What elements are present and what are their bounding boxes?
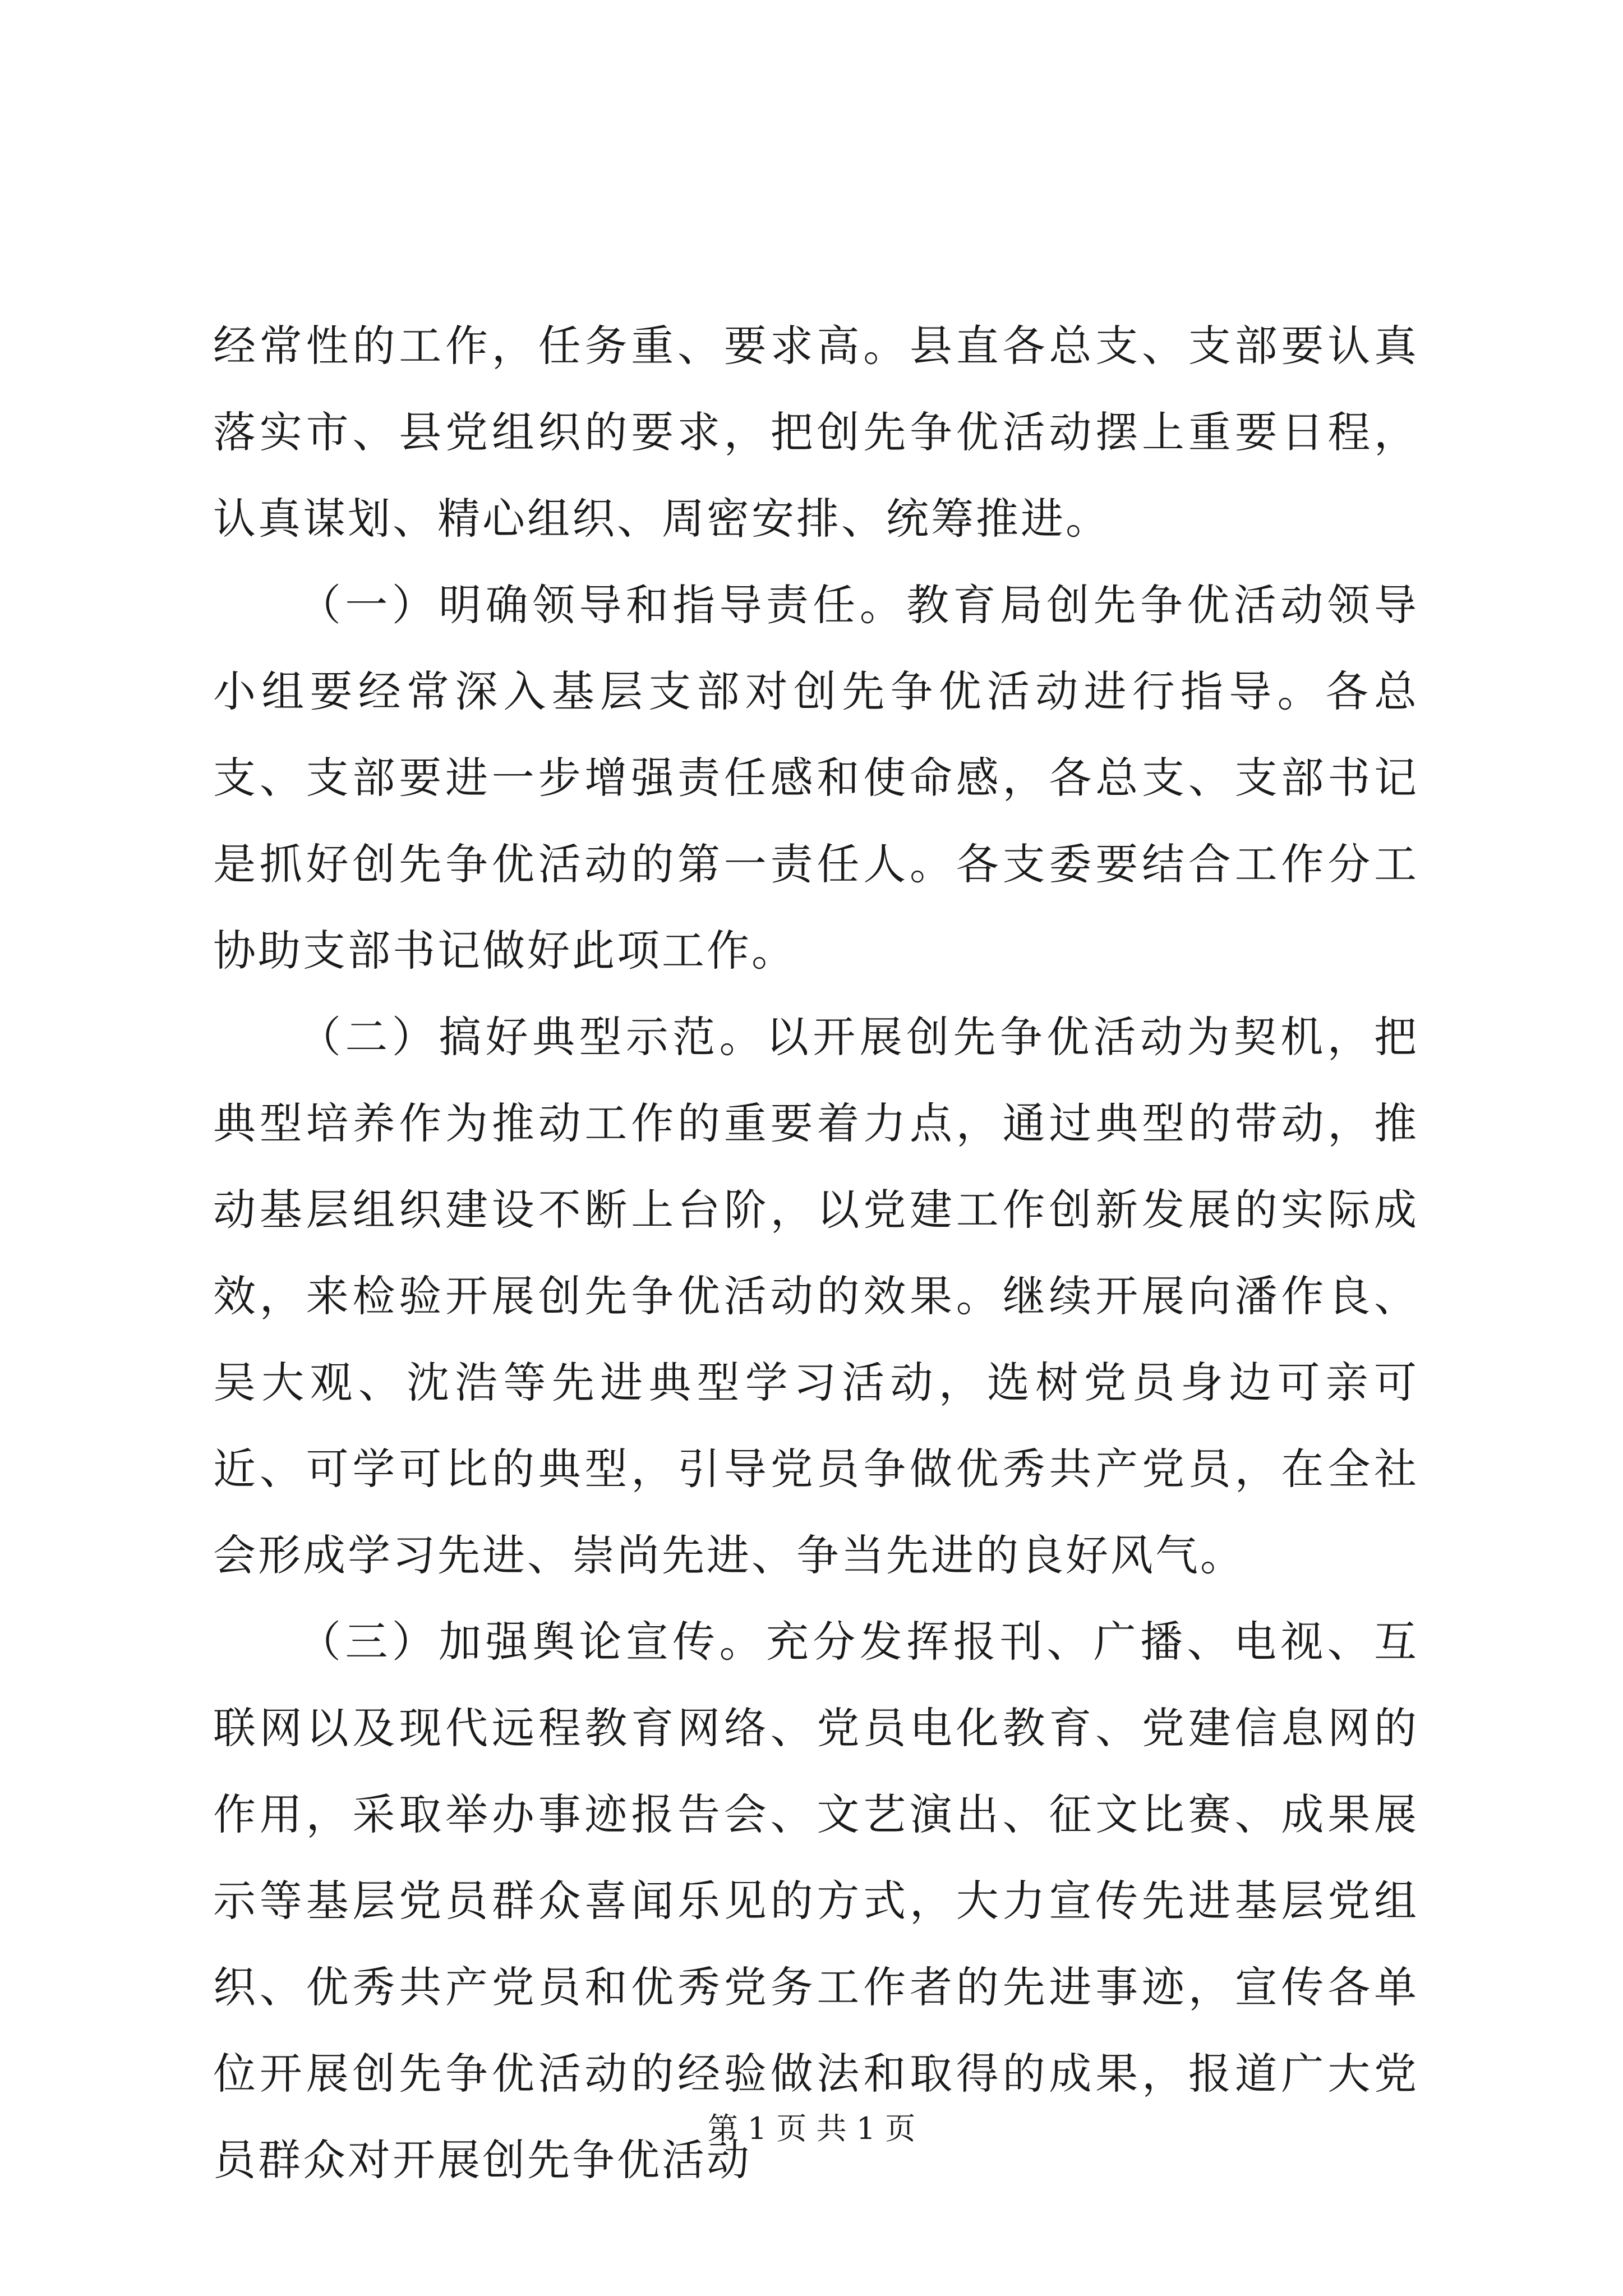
paragraph-1: 经常性的工作，任务重、要求高。县直各总支、支部要认真落实市、县党组织的要求，把创先争优活动摆上重要日程，认真谋划、精心组织、周密安排、统筹推进。 xyxy=(213,321,1419,544)
paragraph-4: （三）加强舆论宣传。充分发挥报刊、广播、电视、互联网以及现代远程教育网络、党员电化教育、党建信息网的作用，采取举办事迹报告会、文艺演出、征文比赛、成果展示等基层党员群众喜闻乐见的方式，大力宣传先进基层党组织、优秀共产党员和优秀党务工作者的先进事迹，宣传各单位开展创先争优活动的经验做法和取得的成果，报道广大党员群众对开展创先争优活动 xyxy=(213,1617,1419,2185)
page-number-footer: 第 1 页 共 1 页 xyxy=(707,2111,916,2146)
paragraph-2: （一）明确领导和指导责任。教育局创先争优活动领导小组要经常深入基层支部对创先争优活动进行指导。各总支、支部要进一步增强责任感和使命感，各总支、支部书记是抓好创先争优活动的第一责任人。各支委要结合工作分工协助支部书记做好此项工作。 xyxy=(213,580,1419,976)
document-body xyxy=(213,303,1419,2203)
paragraph-3: （二）搞好典型示范。以开展创先争优活动为契机，把典型培养作为推动工作的重要着力点，通过典型的带动，推动基层组织建设不断上台阶，以党建工作创新发展的实际成效，来检验开展创先争优活动的效果。继续开展向潘作良、吴大观、沈浩等先进典型学习活动，选树党员身边可亲可近、可学可比的典型，引导党员争做优秀共产党员，在全社会形成学习先进、崇尚先进、争当先进的良好风气。 xyxy=(213,1012,1419,1580)
